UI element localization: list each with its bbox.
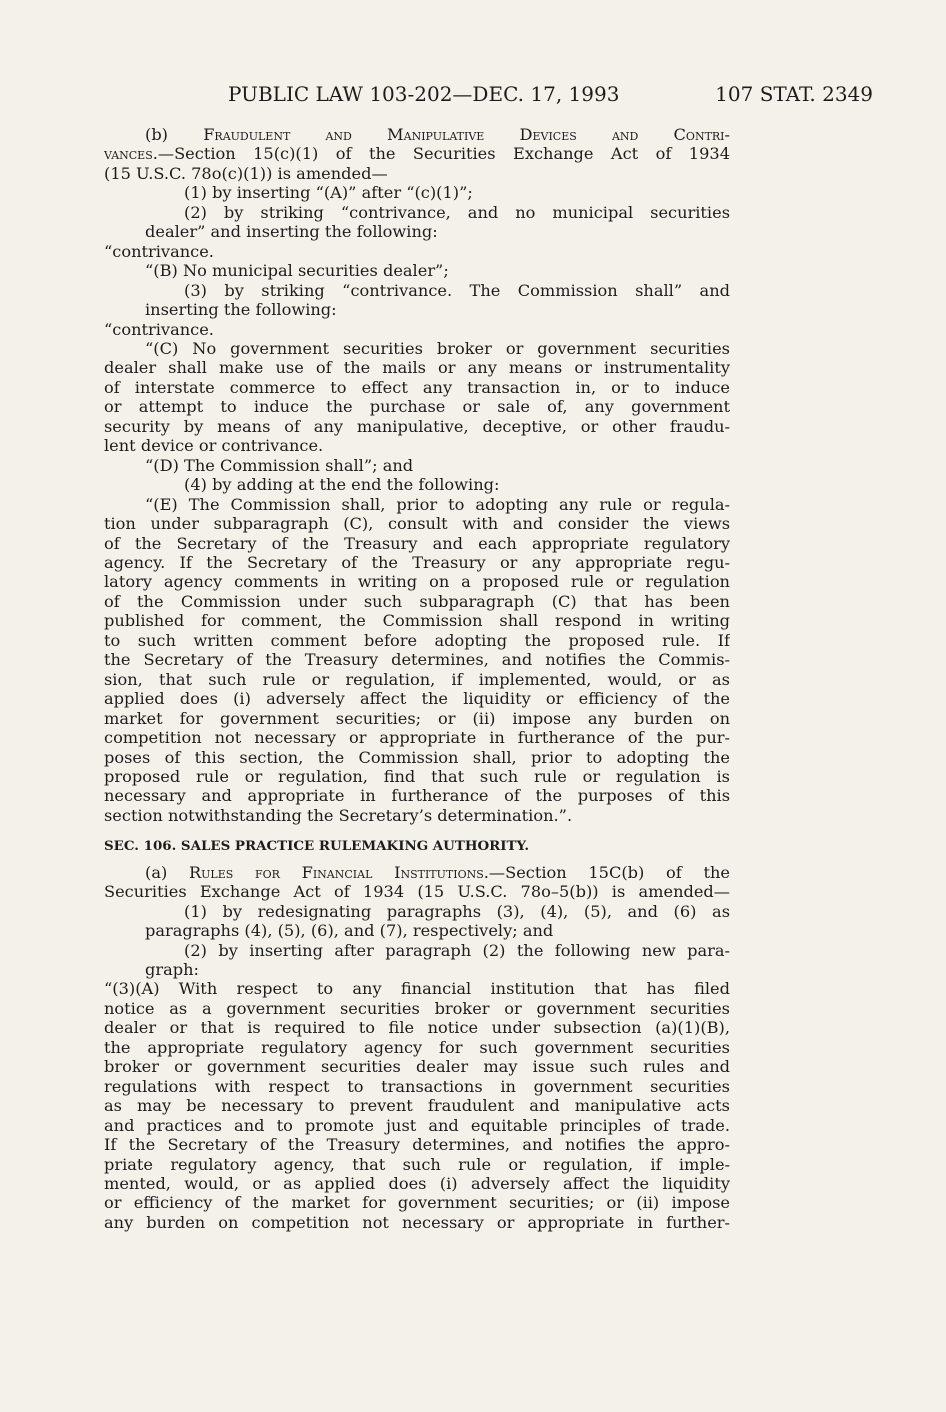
amendment-item: (1) by redesignating paragraphs (3), (4), (5), and (6) as [184, 901, 730, 921]
quoted-text: proposed rule or regulation, find that such rule or regulation is [104, 766, 730, 786]
text-line: dealer” and inserting the following: [145, 222, 438, 242]
quoted-text: section notwithstanding the Secretary’s determination.”. [104, 805, 573, 825]
text-line: vances.—Section 15(c)(1) of the Securities Exchange Act of 1934 [104, 144, 730, 164]
quoted-text: of the Commission under such subparagraph (C) that has been [104, 591, 730, 611]
quoted-text: or attempt to induce the purchase or sale of, any government [104, 397, 730, 417]
amendment-item: (2) by striking “contrivance, and no municipal securities [184, 202, 730, 222]
quoted-text: the Secretary of the Treasury determines, and notifies the Commis- [104, 650, 730, 670]
quoted-text: dealer or that is required to file notice under subsection (a)(1)(B), [104, 1018, 730, 1038]
section-106-heading: SEC. 106. SALES PRACTICE RULEMAKING AUTHORITY. [104, 838, 529, 855]
text-line: (15 U.S.C. 78o(c)(1)) is amended— [104, 163, 388, 183]
quoted-text: “(D) The Commission shall”; and [145, 455, 414, 475]
amendment-item: (3) by striking “contrivance. The Commission shall” and [184, 280, 730, 300]
quoted-text: notice as a government securities broker or government securities [104, 998, 730, 1018]
amendment-item: (4) by adding at the end the following: [184, 475, 500, 495]
quoted-text: the appropriate regulatory agency for such government securities [104, 1037, 730, 1057]
subsection-a-heading: (a) Rules for Financial Institutions.—Section 15C(b) of the [145, 862, 730, 882]
quoted-text: priate regulatory agency, that such rule or regulation, if imple- [104, 1154, 730, 1174]
quoted-text: applied does (i) adversely affect the liquidity or efficiency of the [104, 689, 730, 709]
statute-page-number: 107 STAT. 2349 [715, 82, 873, 106]
quoted-text: agency. If the Secretary of the Treasury or any appropriate regu- [104, 552, 730, 572]
quoted-text: or efficiency of the market for government securities; or (ii) impose [104, 1193, 730, 1213]
quoted-text: “(E) The Commission shall, prior to adopting any rule or regula- [145, 494, 730, 514]
quoted-text: If the Secretary of the Treasury determines, and notifies the appro- [104, 1135, 730, 1155]
quoted-text: “contrivance. [104, 319, 214, 339]
quoted-text: of interstate commerce to effect any transaction in, or to induce [104, 377, 730, 397]
quoted-text: necessary and appropriate in furtherance of the purposes of this [104, 786, 730, 806]
quoted-text: “(B) No municipal securities dealer”; [145, 261, 449, 281]
amendment-item: (1) by inserting “(A)” after “(c)(1)”; [184, 183, 473, 203]
amendment-item: (2) by inserting after paragraph (2) the following new para- [184, 940, 730, 960]
quoted-text: regulations with respect to transactions in government securities [104, 1076, 730, 1096]
quoted-text: mented, would, or as applied does (i) adversely affect the liquidity [104, 1174, 730, 1194]
text-line: inserting the following: [145, 300, 337, 320]
quoted-text: lent device or contrivance. [104, 436, 324, 456]
quoted-text: tion under subparagraph (C), consult with and consider the views [104, 514, 730, 534]
quoted-text: poses of this section, the Commission shall, prior to adopting the [104, 747, 730, 767]
quoted-text: of the Secretary of the Treasury and each appropriate regulatory [104, 533, 730, 553]
quoted-text: to such written comment before adopting the proposed rule. If [104, 630, 730, 650]
subsection-b-heading: (b) Fraudulent and Manipulative Devices and Contri- [145, 125, 730, 144]
text-line: graph: [145, 960, 199, 980]
quoted-text: latory agency comments in writing on a proposed rule or regulation [104, 572, 730, 592]
quoted-text: dealer shall make use of the mails or any means or instrumentality [104, 358, 730, 378]
quoted-text: market for government securities; or (ii) impose any burden on [104, 708, 730, 728]
quoted-text: security by means of any manipulative, deceptive, or other fraudu- [104, 416, 730, 436]
quoted-text: broker or government securities dealer may issue such rules and [104, 1057, 730, 1077]
quoted-text: as may be necessary to prevent fraudulent and manipulative acts [104, 1096, 730, 1116]
quoted-text: any burden on competition not necessary or appropriate in further- [104, 1212, 730, 1232]
quoted-text: and practices and to promote just and equitable principles of trade. [104, 1115, 730, 1135]
quoted-text: sion, that such rule or regulation, if implemented, would, or as [104, 669, 730, 689]
running-header [228, 82, 873, 108]
quoted-text: published for comment, the Commission shall respond in writing [104, 611, 730, 631]
quoted-text: “(3)(A) With respect to any financial institution that has filed [104, 979, 730, 999]
text-line: Securities Exchange Act of 1934 (15 U.S.C. 78o–5(b)) is amended— [104, 882, 730, 902]
quoted-text: “contrivance. [104, 241, 214, 261]
quoted-text: “(C) No government securities broker or government securities [145, 338, 730, 358]
quoted-text: competition not necessary or appropriate in furtherance of the pur- [104, 728, 730, 748]
text-line: paragraphs (4), (5), (6), and (7), respectively; and [145, 921, 554, 941]
statute-body [104, 125, 730, 1232]
public-law-citation: PUBLIC LAW 103-202—DEC. 17, 1993 [228, 82, 620, 106]
